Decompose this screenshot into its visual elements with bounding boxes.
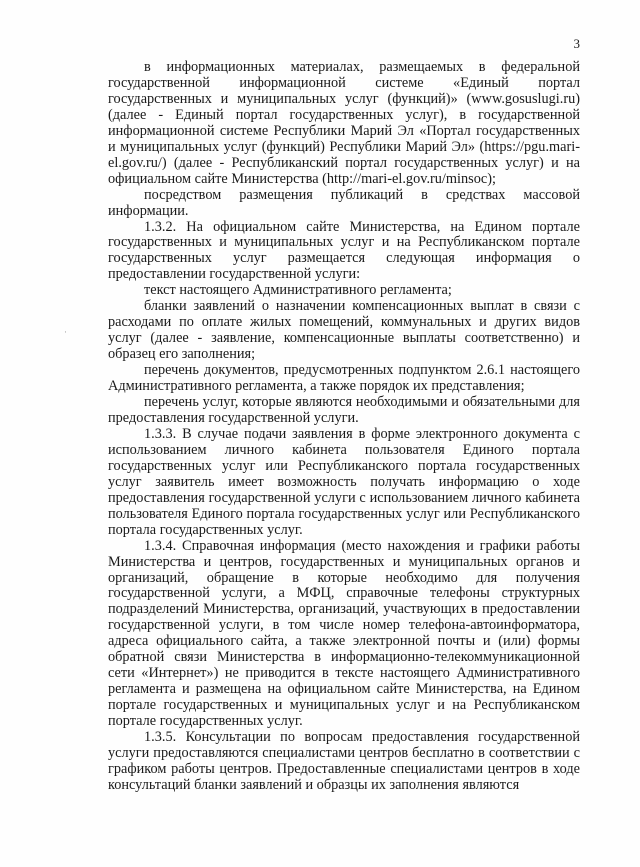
paragraph-mass-media: посредством размещения публикаций в средствах массовой информации. xyxy=(108,186,580,219)
paragraph-document-list: перечень документов, предусмотренных подпунктом 2.6.1 настоящего Административного регламента, а также порядок их представления; xyxy=(108,362,580,395)
paragraph-services-list: перечень услуг, которые являются необходимыми и обязательными для предоставления государственной услуги. xyxy=(108,394,580,426)
paragraph-1-3-3: 1.3.3. В случае подачи заявления в форме электронного документа с использованием личного кабинета пользователя Единого портала государственных услуг или Республиканского портала государственных услуг заявитель имеет возможность получать информацию о ходе предоставления государственной услуги с использованием личного кабинета пользователя Единого портала государственных услуг или Республиканского портала государственных услуг. xyxy=(108,425,580,538)
paragraph-1-3-4: 1.3.4. Справочная информация (место нахождения и графики работы Министерства и центров, государственных и муниципальных органов и организаций, обращение в которые необходимо для получения государственной услуги, а МФЦ, справочные телефоны структурных подразделений Министерства, организаций, участвующих в предоставлении государственной услуги, в том числе номер телефона-автоинформатора, адреса официального сайта, а также электронной почты и (или) формы обратной связи Министерства в информационно-телекоммуникационной сети «Интернет») не приводится в тексте настоящего Административного регламента и размещена на официальном сайте Министерства, на Едином портале государственных и муниципальных услуг и на Республиканском портале государственных услуг. xyxy=(108,537,580,730)
paragraph-regulation-text: текст настоящего Административного регламента; xyxy=(144,282,452,299)
paragraph-1-3-5: 1.3.5. Консультации по вопросам предоставления государственной услуги предоставляются специалистами центров бесплатно в соответствии с графиком работы центров. Предоставленные специалистами центров в ходе консультаций бланки заявлений и образцы их заполнения являются xyxy=(108,729,580,793)
paragraph-application-forms: бланки заявлений о назначении компенсационных выплат в связи с расходами по оплате жилых помещений, коммунальных и других видов услуг (далее - заявление, компенсационные выплаты соответственно) и образец его заполнения; xyxy=(108,298,580,363)
page-number: 3 xyxy=(573,36,580,51)
paragraph-1-3-2: 1.3.2. На официальном сайте Министерства, на Едином портале государственных и муниципальных услуг и на Республиканском портале государственных услуг размещается следующая информация о предоставлении государственной услуги: xyxy=(108,218,580,283)
paragraph-info-materials: в информационных материалах, размещаемых в федеральной государственной информационной системе «Единый портал государственных и муниципальных услуг (функций)» (www.gosuslugi.ru) (далее - Единый портал государственных услуг), в государственной информационной системе Республики Марий Эл «Портал государственных и муниципальных услуг (функций) Республики Марий Эл» (https://pgu.mari-el.gov.ru/) (далее - Республиканский портал государственных услуг) и на официальном сайте Министерства (http://mari-el.gov.ru/minsoc); xyxy=(108,59,580,187)
margin-mark: · xyxy=(64,327,67,337)
document-body xyxy=(108,60,580,794)
